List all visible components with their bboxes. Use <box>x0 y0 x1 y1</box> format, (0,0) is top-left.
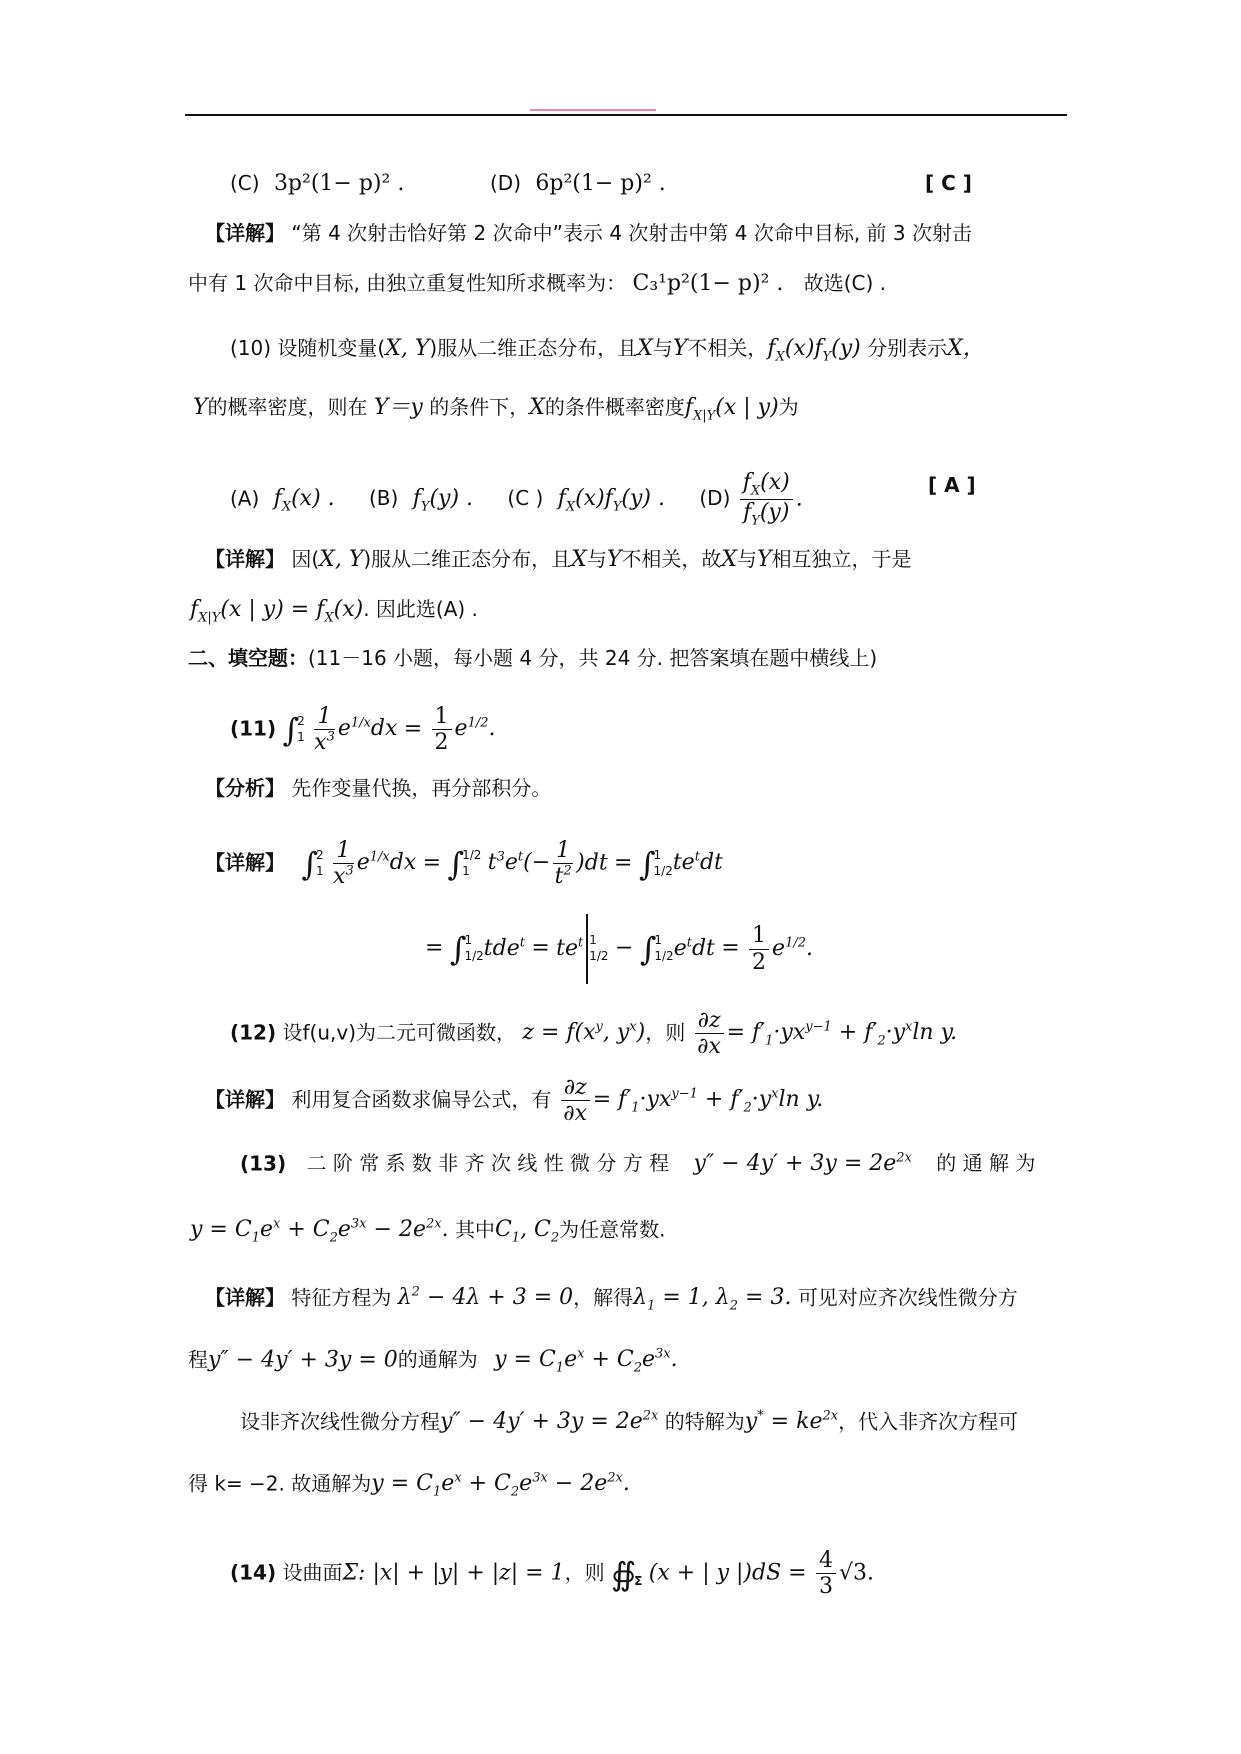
solution-text: “第 4 次射击恰好第 2 次命中”表示 4 次射击中第 4 次命中目标, 前 3 次射击 <box>291 221 972 245</box>
solution-13-line-1: 【详解】 特征方程为 $\lambda^2 - 4\lambda + 3 = 0$，解得$\lambda_1 = 1$, $\lambda_2 = 3$. 可见对应齐次线性微分方 <box>205 1285 1018 1314</box>
solution-var: X <box>721 547 738 572</box>
solution-11-line-1: 【详解】 ∫ 2 1 $\frac{1}{x^3}$ $e^{1/x}dx$ = ∫ 1/2 1 $t^3e^t(-$ $\frac{1}{t^2}$ )dt = ∫ 1 1/2 $te^tdt$ <box>205 838 723 890</box>
solution-var: X, Y <box>319 547 364 572</box>
q10-text: )服从二维正态分布，且 <box>429 336 638 360</box>
option-d-label: (D) <box>699 486 731 511</box>
question-14: (14) 设曲面Σ: |x| + |y| + |z| = 1，则 ∯ Σ (x + | y |)dS = $\frac{4}{3}$ √3. <box>230 1548 874 1600</box>
solution-11-line-2: = ∫ 1 1/2 $tde^t = te^t$ 1 1/2 − ∫ 1 1/2 $e^tdt$ = $\frac{1}{2}$ $e^{1/2}$. <box>425 914 813 984</box>
solution-text: 的通解为 <box>397 1347 478 1372</box>
question-13-line-1: (13) 二 阶 常 系 数 非 齐 次 线 性 微 分 方 程 $y'' - 4y' + 3y = 2e^{2x}$ 的 通 解 为 <box>240 1151 1036 1177</box>
q10-var: X <box>637 336 653 361</box>
q10-text: 的条件概率密度 <box>544 395 685 419</box>
q10-options: (A) $f_X(x)$ . (B) $f_Y(y)$ . (C ) $f_X(x)f_Y(y)$ . (D) $\frac{f_X(x)}{f_Y(y)}$ . <box>230 470 803 529</box>
solution-10-line-1 <box>205 544 912 575</box>
solution-text: 与 <box>586 547 607 571</box>
solution-13-line-2: 程y″ − 4y′ + 3y = 0的通解为 $y = C_1e^x + C_2e^{3x}$. <box>188 1347 678 1376</box>
solution-text: ，代入非齐次方程可 <box>838 1409 1019 1434</box>
solution-text: )服从二维正态分布，且 <box>363 547 572 571</box>
integral-sign: ∫ <box>282 710 300 749</box>
answer-bracket-10: [ A ] <box>928 473 976 497</box>
solution-text: 中有 1 次命中目标, 由独立重复性知所求概率为： <box>188 271 627 295</box>
q10-var: Y <box>672 336 688 361</box>
q14-text: ，则 <box>564 1560 605 1585</box>
option-c-label: (C ) <box>507 486 544 511</box>
solution-13-line-4: 得 k= −2. 故通解为$y = C_1e^x + C_2e^{3x} - 2e^{2x}$. <box>188 1471 630 1500</box>
question-10-line-1 <box>230 333 985 372</box>
solution-13-line-3: 设非齐次线性微分方程$y'' - 4y' + 3y = 2e^{2x}$ 的特解为$y^* = ke^{2x}$，代入非齐次方程可 <box>240 1409 1019 1435</box>
solution-text: 与 <box>737 547 758 571</box>
solution-text: 设非齐次线性微分方程 <box>240 1409 440 1434</box>
q10-text: 不相关， <box>687 336 768 360</box>
q12-text: ，则 <box>645 1020 686 1045</box>
question-label: (13) <box>240 1151 287 1176</box>
solution-text: 程 <box>188 1347 208 1372</box>
q10-condition: Y＝y <box>373 395 423 420</box>
solution-var: Y <box>606 547 622 572</box>
solution-tag: 【详解】 <box>205 221 285 245</box>
q10-text: (10) 设随机变量( <box>230 336 386 360</box>
solution-9-line-2 <box>188 268 886 299</box>
q12-text: 为二元可微函数， <box>356 1020 516 1045</box>
q13-text: 二 阶 常 系 数 非 齐 次 线 性 微 分 方 程 <box>306 1151 670 1176</box>
solution-text: 不相关，故 <box>621 547 722 571</box>
surface-integral-sign: ∯ <box>610 1554 637 1593</box>
option-d <box>490 168 666 199</box>
question-label: (14) <box>230 1560 277 1585</box>
solution-choice: 故选(C) . <box>803 271 887 295</box>
option-a-expr: $f_X(x)$ . <box>273 486 335 515</box>
q10-text: 的概率密度，则在 <box>207 395 368 419</box>
question-12: (12) 设f(u,v)为二元可微函数， $z = f(x^y$, $y^x$)，则 $\frac{\partial z}{\partial x}$ = $f'_1\cdot yx^{y-1} + f'_2\cdot y^x\ln$ y. <box>230 1008 958 1060</box>
solution-text: 得 k= −2. 故通解为 <box>188 1471 372 1496</box>
question-13-line-2: $y = C_1e^x + C_2e^{3x} - 2e^{2x}$. 其中$C_1$, $C_2$为任意常数. <box>190 1217 666 1246</box>
analysis-11 <box>205 773 551 803</box>
q11-fraction: $\frac{1}{x^3}$ <box>314 704 335 756</box>
q10-var: Y <box>193 395 208 420</box>
q13-text: 其中 <box>454 1217 495 1242</box>
solution-expr: C₃¹p²(1− p)² . <box>632 271 784 296</box>
answer-bracket-9: [ C ] <box>925 171 972 195</box>
solution-text: 特征方程为 <box>291 1285 392 1310</box>
q10-cond-density: $f_{X|Y}(x$ | y) <box>684 395 779 424</box>
solution-text: 利用复合函数求偏导公式，有 <box>291 1087 552 1112</box>
q12-text: 设 <box>282 1020 303 1045</box>
solution-text: . 因此选(A) . <box>363 597 478 621</box>
solution-var: X <box>571 547 587 572</box>
option-d-label: (D) <box>490 171 522 195</box>
header-accent-line <box>530 109 656 111</box>
option-d-fraction: $\frac{f_X(x)}{f_Y(y)}$ <box>740 470 793 530</box>
solution-9-line-1 <box>205 218 972 248</box>
q10-density-expr: $f_X(x)f_Y(y)$ <box>767 336 861 365</box>
q12-func: f(u,v) <box>302 1020 356 1045</box>
option-b-label: (B) <box>369 486 399 511</box>
solution-var: Y <box>757 547 772 572</box>
solution-tag: 【详解】 <box>205 850 285 875</box>
solution-tag: 【详解】 <box>205 1087 285 1112</box>
option-d-expr: 6p²(1− p)² . <box>535 171 666 196</box>
partial-derivative: $\frac{\partial z}{\partial x}$ <box>695 1008 724 1060</box>
option-a-label: (A) <box>230 486 260 511</box>
q10-text: 与 <box>652 336 673 360</box>
q13-text: 的 通 解 为 <box>936 1151 1036 1176</box>
solution-text: 因( <box>291 547 320 571</box>
solution-10-line-2 <box>190 594 478 633</box>
solution-tag: 【详解】 <box>205 547 285 571</box>
q13-text: 为任意常数. <box>559 1217 666 1242</box>
evaluation-bar <box>586 914 588 984</box>
section-title: 二、填空题： <box>188 646 308 670</box>
q10-var: X <box>529 395 545 420</box>
analysis-text: 先作变量代换，再分部积分。 <box>291 776 552 800</box>
analysis-tag: 【分析】 <box>205 776 285 800</box>
header-rule <box>185 114 1067 116</box>
option-c-expr: $f_X(x)f_Y(y)$ . <box>557 486 666 515</box>
q10-text: 为 <box>778 395 799 419</box>
q10-var: X， <box>947 336 985 361</box>
option-row-c-d <box>230 168 404 199</box>
q10-var: X, Y <box>385 336 430 361</box>
section-text: (11－16 小题，每小题 4 分，共 24 分. 把答案填在题中横线上) <box>308 646 878 670</box>
solution-expr: $f_{X|Y}(x$ | $y) = f_X(x)$ <box>190 597 364 626</box>
option-b-expr: $f_Y(y)$ . <box>412 486 474 515</box>
option-c-label: (C) <box>230 171 260 195</box>
solution-text: 可见对应齐次线性微分方 <box>797 1285 1018 1310</box>
q14-text: 设曲面 <box>282 1560 343 1585</box>
option-c-expr: 3p²(1− p)² . <box>273 171 405 196</box>
question-label: (12) <box>230 1020 277 1045</box>
q14-answer-fraction: $\frac{4}{3}$ <box>816 1548 836 1600</box>
question-label: (11) <box>230 716 277 741</box>
section-2-heading <box>188 643 877 673</box>
question-10-line-2 <box>193 392 799 431</box>
q11-answer-fraction: $\frac{1}{2}$ <box>432 704 452 756</box>
solution-text: ，解得 <box>573 1285 634 1310</box>
question-11: (11) ∫ 2 1 $\frac{1}{x^3}$ $e^{1/x}dx$ = $\frac{1}{2}$ $e^{1/2}$. <box>230 704 496 756</box>
solution-text: 的特解为 <box>664 1409 745 1434</box>
solution-tag: 【详解】 <box>205 1285 285 1310</box>
solution-text: 相互独立，于是 <box>771 547 912 571</box>
solution-12: 【详解】 利用复合函数求偏导公式，有 $\frac{\partial z}{\partial x}$ = $f'_1\cdot yx^{y-1} + f'_2\cdot y^x\ln$ y. <box>205 1075 824 1127</box>
q10-text: 的条件下， <box>429 395 530 419</box>
q10-text: 分别表示 <box>867 336 948 360</box>
